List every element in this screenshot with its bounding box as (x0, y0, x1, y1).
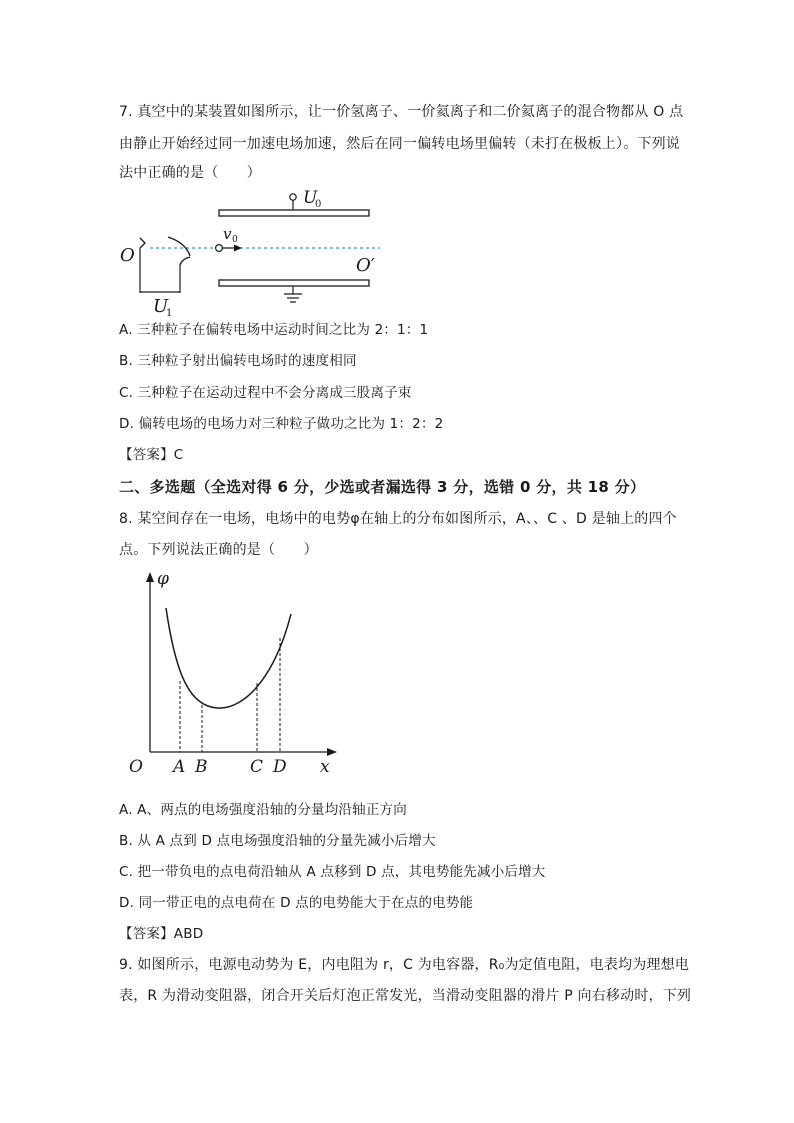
q7-option-b: B. 三种粒子射出偏转电场时的速度相同 (119, 353, 357, 369)
label-o: O (120, 245, 135, 266)
q7-deflection-diagram (110, 185, 390, 320)
label-u0-sub: 0 (315, 199, 322, 210)
q8-answer: 【答案】ABD (119, 926, 204, 942)
label-u1-sub: 1 (166, 308, 173, 319)
q7-option-a: A. 三种粒子在偏转电场中运动时间之比为 2：1：1 (119, 322, 429, 338)
section-heading: 二、多选题（全选对得 6 分，少选或者漏选得 3 分，选错 0 分，共 18 分） (119, 478, 646, 496)
label-u1: U (153, 296, 169, 317)
point-c-label: C (250, 757, 264, 777)
point-a-label: A (173, 757, 186, 777)
label-o-prime: O′ (356, 255, 375, 276)
q7-option-c: C. 三种粒子在运动过程中不会分离成三股离子束 (119, 385, 412, 401)
q8-option-a: A. A、两点的电场强度沿轴的分量均沿轴正方向 (119, 802, 407, 818)
q7-stem-line1: 7. 真空中的某装置如图所示，让一价氢离子、一价氦离子和二价氦离子的混合物都从 O 点 (119, 104, 684, 120)
label-v0: v (223, 225, 232, 243)
axis-x-label: x (320, 757, 330, 777)
q7-stem-line3: 法中正确的是（ ） (119, 165, 261, 181)
q7-stem-line2: 由静止开始经过同一加速电场加速，然后在同一偏转电场里偏转（未打在极板上）。下列说 (119, 136, 680, 152)
q8-option-d: D. 同一带正电的点电荷在 D 点的电势能大于在点的电势能 (119, 895, 474, 911)
axis-y-label: φ (157, 569, 169, 589)
label-v0-sub: 0 (232, 235, 238, 245)
origin-label: O (129, 757, 143, 777)
q8-stem-line2: 点。下列说法正确的是（ ） (119, 542, 318, 558)
q9-stem-line1: 9. 如图所示，电源电动势为 E，内电阻为 r，C 为电容器，R₀为定值电阻，电表均为理想电 (119, 957, 690, 973)
q8-potential-graph (120, 566, 345, 781)
point-b-label: B (195, 757, 208, 777)
q8-option-c: C. 把一带负电的点电荷沿轴从 A 点移到 D 点，其电势能先减小后增大 (119, 864, 546, 880)
q7-option-d: D. 偏转电场的电场力对三种粒子做功之比为 1：2：2 (119, 416, 444, 432)
q8-option-b: B. 从 A 点到 D 点电场强度沿轴的分量先减小后增大 (119, 833, 436, 849)
q9-stem-line2: 表，R 为滑动变阻器，闭合开关后灯泡正常发光，当滑动变阻器的滑片 P 向右移动时，下列 (119, 988, 692, 1004)
point-d-label: D (273, 757, 287, 777)
q8-stem-line1: 8. 某空间存在一电场，电场中的电势φ在轴上的分布如图所示，A、、C 、D 是轴上的四个 (119, 511, 677, 527)
q7-answer: 【答案】C (119, 447, 184, 463)
label-u0: U (303, 188, 318, 208)
